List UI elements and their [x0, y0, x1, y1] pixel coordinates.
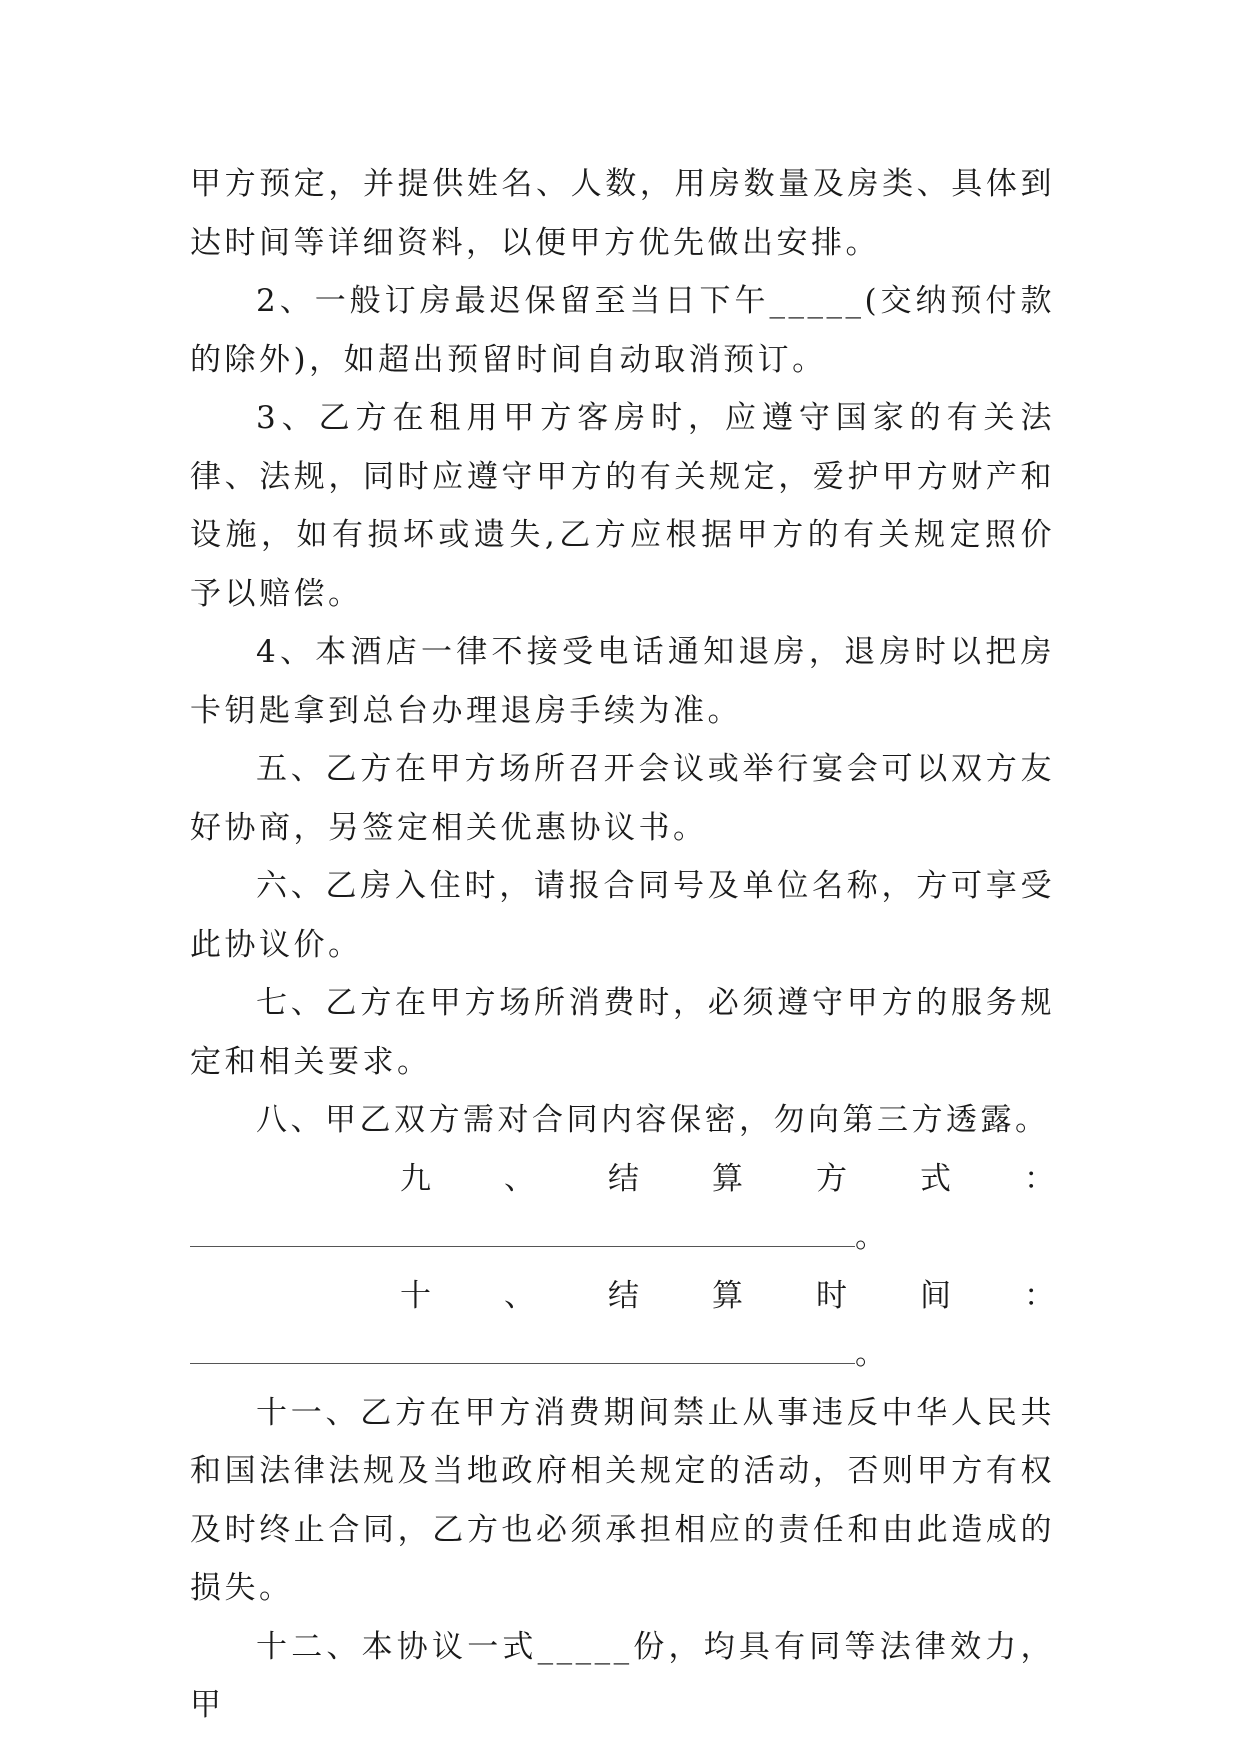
paragraph-6-checkin: 六、乙房入住时，请报合同号及单位名称，方可享受此协议价。: [190, 868, 1055, 963]
paragraph-8-confidentiality: 八、甲乙双方需对合同内容保密，勿向第三方透露。: [256, 1102, 1050, 1138]
settlement-method-blank: [190, 1208, 1055, 1267]
paragraph-12-blank: _____: [537, 1628, 633, 1665]
paragraph-10-settlement-time: [190, 1267, 1055, 1384]
heading-char: 结: [608, 1160, 639, 1197]
paragraph-11-legal-compliance: 十一、乙方在甲方消费期间禁止从事违反中华人民共和国法律法规及当地政府相关规定的活动，否则甲方有权及时终止合同，乙方也必须承担相应的责任和由此造成的损失。: [190, 1394, 1055, 1606]
heading-char: 、: [504, 1277, 535, 1314]
fill-in-rule: [190, 1220, 855, 1247]
heading-char: 结: [608, 1277, 639, 1314]
settlement-time-blank: [190, 1325, 1055, 1384]
paragraph-4-checkout: 4、本酒店一律不接受电话通知退房，退房时以把房卡钥匙拿到总台办理退房手续为准。: [190, 634, 1055, 729]
heading-char: 、: [504, 1160, 535, 1197]
paragraph-booking-details: 甲方预定，并提供姓名、人数，用房数量及房类、具体到达时间等详细资料，以便甲方优先做出安排。: [190, 166, 1055, 261]
heading-char: 算: [712, 1277, 743, 1314]
paragraph-5-meetings: 五、乙方在甲方场所召开会议或举行宴会可以双方友好协商，另签定相关优惠协议书。: [190, 751, 1055, 846]
contract-body: [190, 155, 1055, 1735]
heading-char: 十: [400, 1277, 431, 1314]
paragraph-2-text-b: (交纳预付款的除外)，如超出预留时间自动取消预订。: [190, 283, 1055, 378]
heading-char: 算: [712, 1160, 743, 1197]
paragraph-12-copies: [190, 1618, 1055, 1735]
settlement-method-heading: [190, 1150, 1055, 1209]
paragraph-2-reservation-hold: [190, 272, 1055, 389]
paragraph-2-blank: _____: [769, 283, 865, 319]
settlement-time-heading: [190, 1267, 1055, 1326]
paragraph-12-text-a: 十二、本协议一式: [256, 1628, 538, 1665]
heading-char: 方: [816, 1160, 847, 1197]
paragraph-7-service-rules: 七、乙方在甲方场所消费时，必须遵守甲方的服务规定和相关要求。: [190, 985, 1055, 1080]
heading-char: ：: [1024, 1160, 1055, 1197]
paragraph-3-compliance: 3、乙方在租用甲方客房时，应遵守国家的有关法律、法规，同时应遵守甲方的有关规定，爱护甲方财产和设施，如有损坏或遗失,乙方应根据甲方的有关规定照价予以赔偿。: [190, 400, 1055, 612]
paragraph-9-settlement-method: [190, 1150, 1055, 1267]
paragraph-12-text-b: 份，均具有同等法律效力，甲: [190, 1628, 1056, 1723]
heading-char: 九: [400, 1160, 431, 1197]
heading-char: 时: [816, 1277, 847, 1314]
heading-char: ：: [1024, 1277, 1055, 1314]
paragraph-2-text-a: 2、一般订房最迟保留至当日下午: [256, 283, 770, 319]
sentence-end: 。: [855, 1219, 886, 1255]
fill-in-rule: [190, 1337, 855, 1364]
heading-char: 式: [920, 1160, 951, 1197]
sentence-end: 。: [855, 1336, 886, 1372]
heading-char: 间: [920, 1277, 951, 1314]
